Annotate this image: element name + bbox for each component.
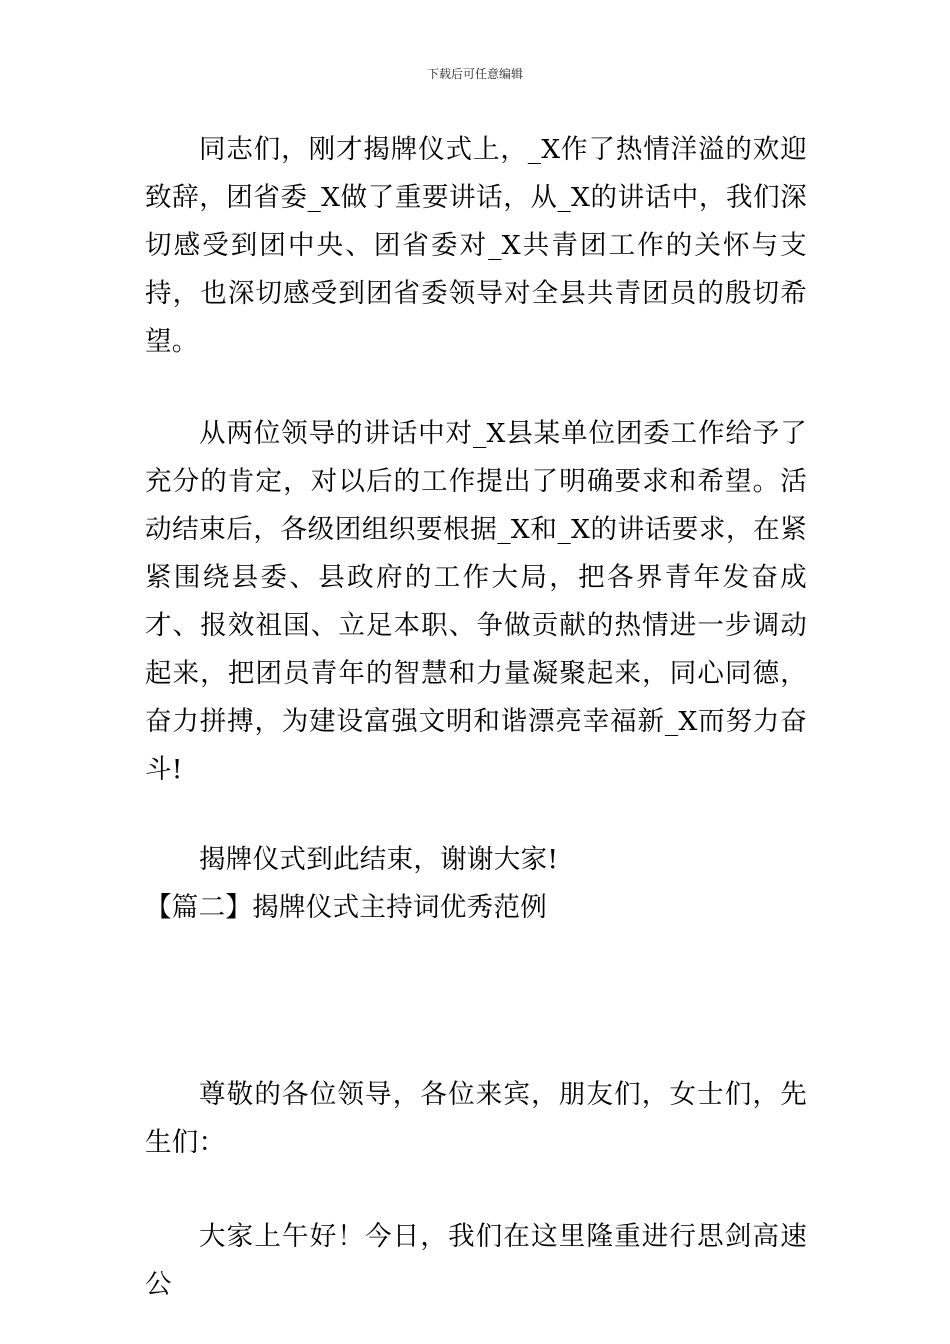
paragraph-greeting: 大家上午好！今日，我们在这里隆重进行思剑高速公: [145, 1221, 807, 1300]
section-heading: 【篇二】揭牌仪式主持词优秀范例: [145, 892, 547, 923]
page-header-note: 下载后可任意编辑: [426, 67, 523, 81]
document-body: [145, 126, 807, 1309]
paragraph-opening-remarks: 同志们，刚才揭牌仪式上，_X作了热情洋溢的欢迎致辞，团省委_X做了重要讲话，从_X的讲话中，我们深切感受到团中央、团省委对_X共青团工作的关怀与支持，也深切感受到团省委领导对全县共青团员的殷切希望。: [145, 134, 807, 357]
paragraph-leader-speech: 从两位领导的讲话中对_X县某单位团委工作给予了充分的肯定，对以后的工作提出了明确要求和希望。活动结束后，各级团组织要根据_X和_X的讲话要求，在紧紧围绕县委、县政府的工作大局，把各界青年发奋成才、报效祖国、立足本职、争做贡献的热情进一步调动起来，把团员青年的智慧和力量凝聚起来，同心同德，奋力拼搏，为建设富强文明和谐漂亮幸福新_X而努力奋斗!: [145, 418, 807, 785]
paragraph-salutation: 尊敬的各位领导，各位来宾，朋友们，女士们，先生们：: [145, 1079, 807, 1158]
paragraph-closing: 揭牌仪式到此结束，谢谢大家!: [199, 844, 559, 875]
